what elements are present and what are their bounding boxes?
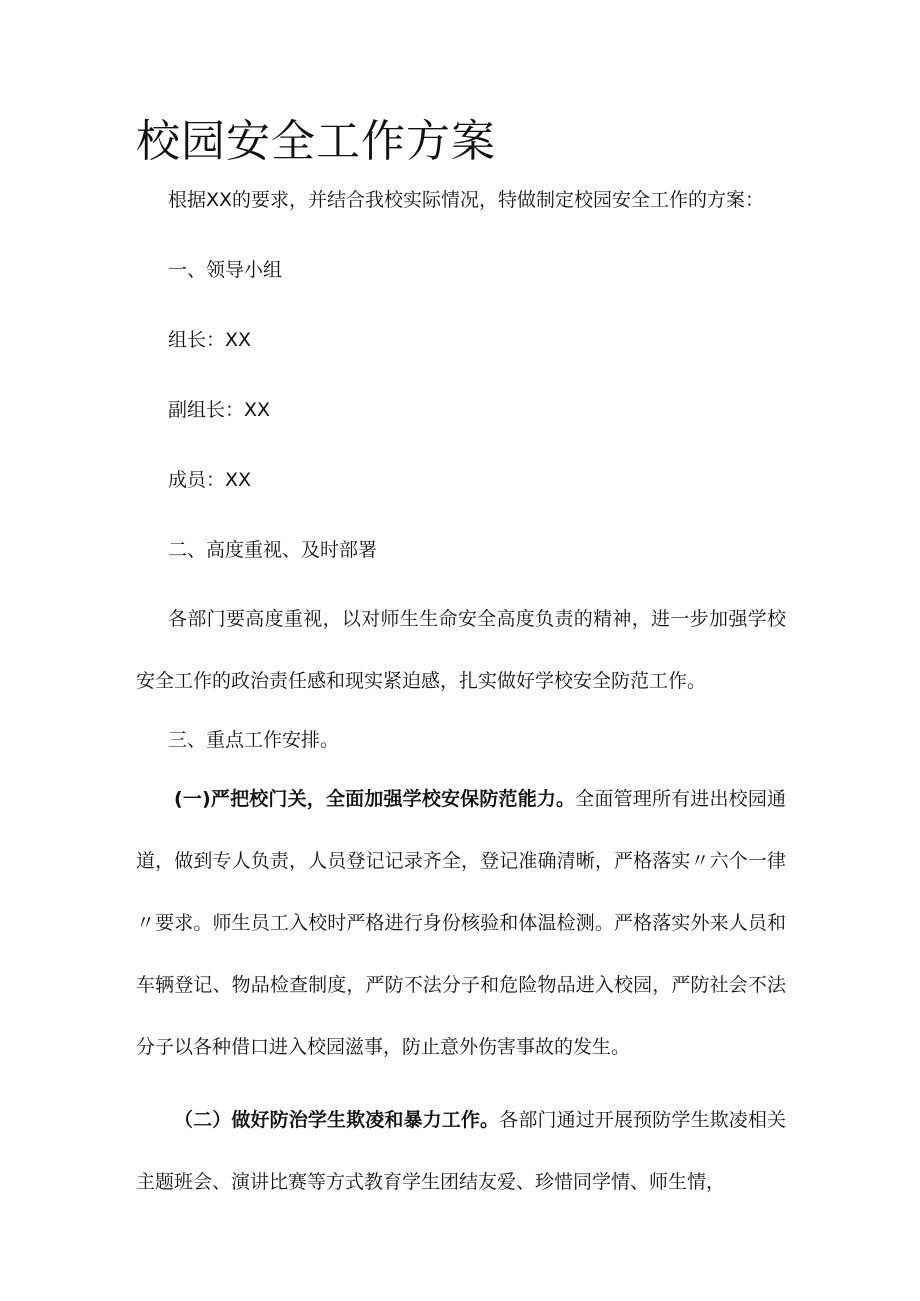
work-item-1-body: 全面管理所有进出校园通道，做到专人负责，人员登记记录齐全，登记准确清晰，严格落实〃六个一律〃要求。师生员工入校时严格进行身份核验和体温检测。严格落实外来人员和车辆登记、物品检查制度，严防不法分子和危险物品进入校园，严防社会不法分子以各种借口进入校园滋事，防止意外伤害事故的发生。 <box>136 788 786 1058</box>
leader-line: 组长：XX <box>168 329 252 351</box>
section-heading-key-work: 三、重点工作安排。 <box>168 729 340 751</box>
document-title: 校园安全工作方案 <box>136 116 496 167</box>
section-body-attention: 各部门要高度重视，以对师生生命安全高度负责的精神，进一步加强学校安全工作的政治责任感和现实紧迫感，扎实做好学校安全防范工作。 <box>136 608 786 692</box>
work-item-2-body: 各部门通过开展预防学生欺凌相关主题班会、演讲比赛等方式教育学生团结友爱、珍惜同学情、师生情， <box>136 1109 786 1193</box>
work-item-1-lead: (一)严把校门关，全面加强学校安保防范能力。 <box>174 788 576 810</box>
deputy-leader-line: 副组长：XX <box>168 399 271 421</box>
section-heading-attention: 二、高度重视、及时部署 <box>168 539 378 561</box>
work-item-2-lead: （二）做好防治学生欺凌和暴力工作。 <box>174 1109 500 1131</box>
work-item-2 <box>136 1089 786 1213</box>
members-line: 成员：XX <box>168 469 252 491</box>
section-heading-leadership: 一、领导小组 <box>168 259 283 281</box>
work-item-1 <box>136 768 786 1078</box>
intro-text: 根据XX的要求，并结合我校实际情况，特做制定校园安全工作的方案： <box>168 189 765 211</box>
